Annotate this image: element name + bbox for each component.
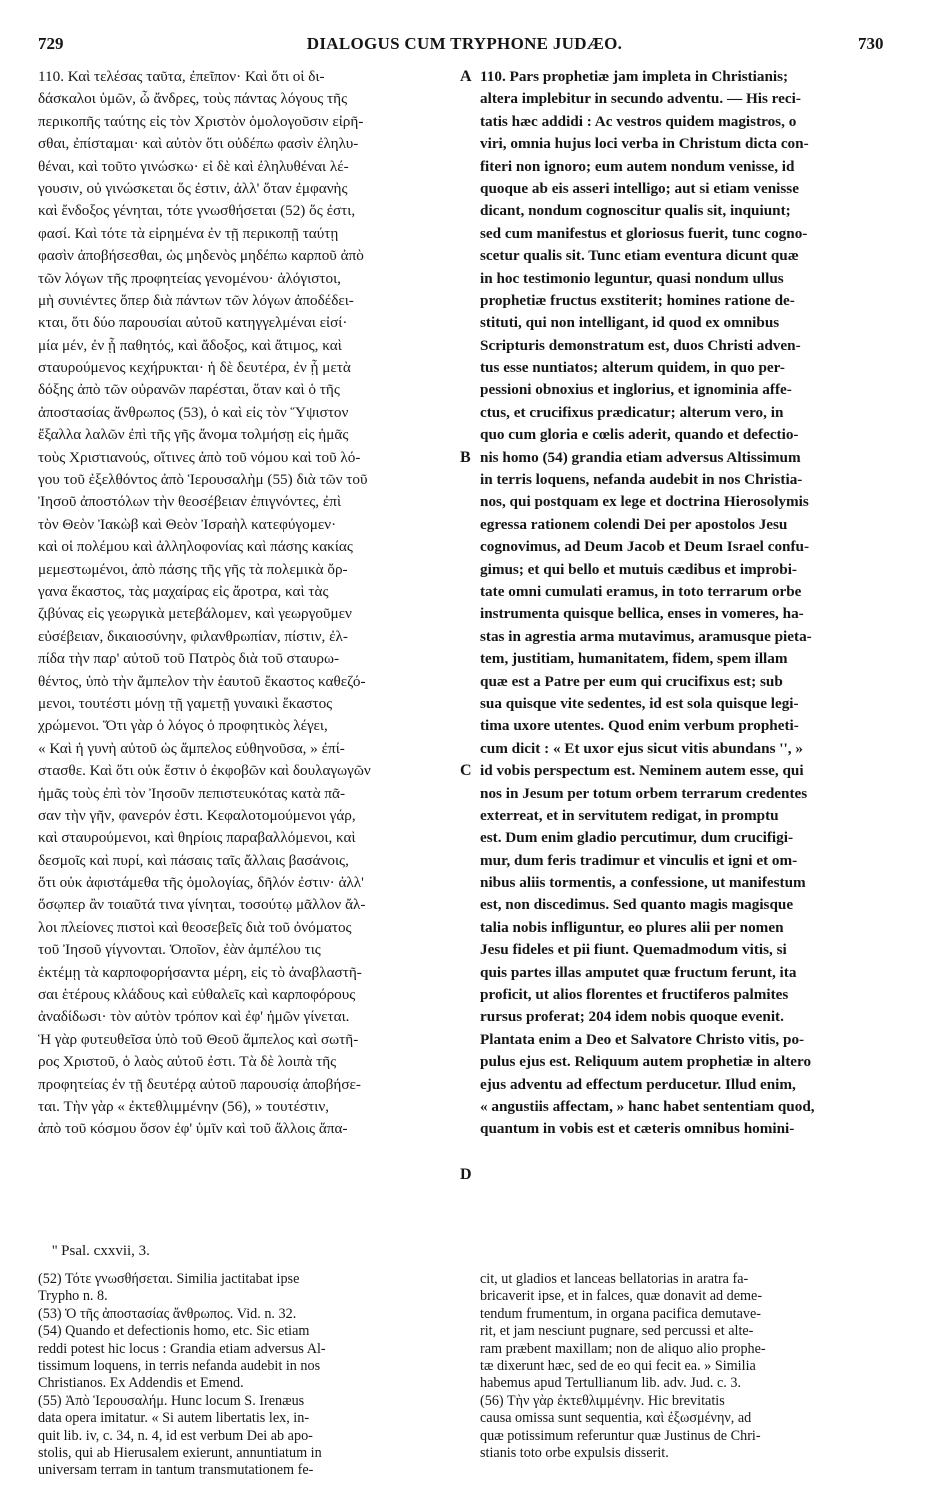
latin-text-line: tem, justitiam, humanitatem, fidem, spem illam — [480, 650, 788, 668]
latin-text-line: talia nobis infliguntur, eo plures alii per nomen — [480, 918, 784, 936]
latin-text-line: tate omni cumulati eramus, in toto terrarum orbe — [480, 582, 802, 600]
greek-text-line: δόξης ἀπὸ τῶν οὐρανῶν παρέσται, ὅταν καὶ ὁ τῆς — [38, 381, 340, 399]
greek-text-line: τοὺς Χριστιανούς, οἵτινες ἀπὸ τοῦ νόμου καὶ τοῦ λό- — [38, 448, 361, 466]
footnote-line: Christianos. Ex Addendis et Emend. — [38, 1375, 244, 1392]
greek-text-line: γου τοῦ ἐξελθόντος ἀπὸ Ἱερουσαλὴμ (55) διὰ τῶν τοῦ — [38, 471, 368, 489]
latin-text-line: instrumenta quisque bellica, enses in vomeres, ha- — [480, 605, 804, 623]
greek-text-line: ἀπὸ τοῦ κόσμου ὅσον ἐφ' ὑμῖν καὶ τοῦ ἄλλοις ἅπα- — [38, 1120, 348, 1138]
latin-text-line: exterreat, et in servitutem redigat, in promptu — [480, 806, 779, 824]
latin-text-line: cum dicit : « Et uxor ejus sicut vitis abundans '', » — [480, 739, 803, 757]
footnote-line: quæ potissimum referuntur quæ Justinus de Chri- — [480, 1427, 761, 1444]
page-number-left: 729 — [38, 34, 64, 53]
greek-text-line: θέναι, καὶ τοῦτο γινώσκω· εἰ δὲ καὶ ἐληλυθέναι λέ- — [38, 157, 349, 175]
greek-text-line: ὅσῳπερ ἂν τοιαῦτά τινα γίνηται, τοσούτῳ μᾶλλον ἄλ- — [38, 896, 366, 914]
latin-text-line: mur, dum feris tradimur et vinculis et igni et om- — [480, 851, 798, 869]
latin-text-line: stituti, qui non intelligant, id quod ex omnibus — [480, 314, 780, 332]
latin-text-line: id vobis perspectum est. Neminem autem esse, qui — [480, 762, 804, 780]
footnote-line: tendum frumentum, in organa pacifica demutave- — [480, 1305, 762, 1322]
greek-text-line: ἔξαλλα λαλῶν ἐπὶ τῆς γῆς ἄνομα τολμήσῃ εἰς ἡμᾶς — [38, 426, 349, 444]
greek-text-line: εὐσέβειαν, δικαιοσύνην, φιλανθρωπίαν, πίστιν, ἐλ- — [38, 627, 348, 645]
greek-text-line: προφητείας ἐν τῇ δευτέρᾳ αὐτοῦ παρουσίᾳ ἀποβήσε- — [38, 1075, 361, 1093]
latin-text-line: nos, qui postquam ex lege et doctrina Hierosolymis — [480, 493, 809, 511]
greek-text-line: 110. Καὶ τελέσας ταῦτα, ἐπεῖπον· Καὶ ὅτι οἱ δι- — [38, 68, 325, 85]
latin-text-line: nis homo (54) grandia etiam adversus Altissimum — [480, 448, 801, 466]
latin-text-line: proficit, ut alios florentes et fructiferos palmites — [480, 986, 789, 1004]
latin-text-line: quoque ab eis asseri intelligo; aut si etiam venisse — [480, 179, 799, 197]
footnote-line: Trypho n. 8. — [38, 1288, 108, 1305]
latin-text-line: nibus aliis tormentis, a confessione, ut manifestum — [480, 874, 806, 892]
greek-text-line: μενοι, τουτέστι μόνῃ τῇ γαμετῇ γυναικὶ ἕκαστος — [38, 694, 333, 712]
latin-text-line: Scripturis demonstratum est, duos Christi adven- — [480, 336, 801, 354]
greek-text-line: γουσιν, οὐ γινώσκεται ὅς ἐστιν, ἀλλ' ὅταν ἐμφανὴς — [38, 179, 348, 197]
footnote-line: quit lib. iv, c. 34, n. 4, id est verbum Dei ab apo- — [38, 1427, 313, 1444]
greek-text-line: σθαι, ἐπίσταμαι· καὶ αὐτὸν ὅτι οὐδέπω φασὶν ἐληλυ- — [38, 135, 359, 153]
latin-text-line: cognovimus, ad Deum Jacob et Deum Israel confu- — [480, 538, 810, 556]
footnote-line: universam terram in tantum transmutationem fe- — [38, 1462, 314, 1479]
footnote-line: rit, et jam nesciunt pugnare, sed percussi et alte- — [480, 1323, 754, 1340]
greek-text-line: τὸν Θεὸν Ἰακὼβ καὶ Θεὸν Ἰσραὴλ κατεφύγομεν· — [38, 515, 337, 533]
latin-text-line: quo cum gloria e cœlis aderit, quando et defectio- — [480, 426, 799, 444]
footnotes-right-column — [480, 1271, 900, 1462]
latin-text-line: pulus ejus est. Reliquum autem prophetiæ in altero — [480, 1053, 812, 1071]
greek-text-line: πίδα τὴν παρ' αὐτοῦ τοῦ Πατρὸς διὰ τοῦ σταυρω- — [38, 650, 340, 668]
latin-text-line: Plantata enim a Deo et Salvatore Christo vitis, po- — [480, 1030, 805, 1048]
greek-text-line: Ἰησοῦ ἀποστόλων τὴν θεοσέβειαν ἐπιγνόντες, ἐπὶ — [38, 493, 342, 511]
greek-text-line: θέντος, ὑπὸ τὴν ἄμπελον τὴν ἑαυτοῦ ἕκαστος καθεζό- — [38, 672, 366, 690]
greek-text-line: ἡμᾶς τοὺς ἐπὶ τὸν Ἰησοῦν πεπιστευκότας κατὰ πᾶ- — [38, 784, 346, 802]
greek-text-line: ζιβύνας εἰς γεωργικὰ μετεβάλομεν, καὶ γεωργοῦμεν — [38, 605, 352, 623]
greek-text-line: φασί. Καὶ τότε τὰ εἰρημένα ἐν τῇ περικοπῇ ταύτῃ — [38, 224, 339, 242]
greek-text-line: χρώμενοι. Ὅτι γὰρ ὁ λόγος ὁ προφητικὸς λέγει, — [38, 717, 328, 735]
footnote-line: stolis, qui ab Hierusalem exierunt, annuntiatum in — [38, 1444, 322, 1461]
latin-text-line: « angustiis affectam, » hanc habet sententiam quod, — [480, 1097, 815, 1115]
greek-text-line: δάσκαλοι ὑμῶν, ὦ ἄνδρες, τοὺς πάντας λόγους τῆς — [38, 90, 348, 108]
greek-text-line: ἐκτέμῃ τὰ καρποφορήσαντα μέρη, εἰς τὸ ἀναβλαστῆ- — [38, 963, 362, 981]
greek-text-line: καὶ οἱ πολέμου καὶ ἀλληλοφονίας καὶ πάσης κακίας — [38, 538, 353, 556]
greek-text-line: περικοπῆς ταύτης εἰς τὸν Χριστὸν ὁμολογοῦσιν εἰρῆ- — [38, 112, 364, 130]
latin-text-line: quis partes illas amputet quæ fructum ferunt, ita — [480, 963, 797, 981]
footnotes-left-column — [38, 1271, 458, 1480]
latin-text-line: ctus, et crucifixus prædicatur; alterum vero, in — [480, 403, 784, 421]
greek-text-line: ἀποστασίας ἄνθρωπος (53), ὁ καὶ εἰς τὸν Ὕψιστον — [38, 403, 349, 421]
greek-text-column — [38, 66, 456, 1141]
greek-text-line: σταυρούμενος κεχήρυκται· ἡ δὲ δευτέρα, ἐν ᾗ μετὰ — [38, 359, 351, 377]
greek-text-line: σαν τὴν γῆν, φανερόν ἐστι. Κεφαλοτομούμενοι γάρ, — [38, 806, 356, 824]
latin-text-line: est, non discedimus. Sed quanto magis magisque — [480, 896, 794, 914]
latin-text-line: tus esse nuntiatos; alterum quidem, in quo per- — [480, 359, 785, 377]
latin-text-line: dicant, nondum cognoscitur qualis sit, inquiunt; — [480, 202, 791, 220]
greek-text-line: ἀναδίδωσι· τὸν αὐτὸν τρόπον καὶ ἐφ' ἡμῶν γίνεται. — [38, 1008, 350, 1026]
footnote-line: tæ dixerunt hæc, sed de eo qui fecit ea. » Similia — [480, 1357, 756, 1374]
footnote-line: stianis toto orbe expulsis disserit. — [480, 1444, 669, 1461]
footnote-line: reddi potest hic locus : Grandia etiam adversus Al- — [38, 1340, 326, 1357]
latin-text-line: tima uxore utentes. Quod enim verbum propheti- — [480, 717, 799, 735]
column-marker: C — [460, 762, 472, 780]
greek-text-line: ρος Χριστοῦ, ὁ λαὸς αὐτοῦ ἐστι. Τὰ δὲ λοιπὰ τῆς — [38, 1053, 337, 1071]
latin-text-line: prophetiæ fructus exstiterit; homines ratione de- — [480, 291, 795, 309]
greek-text-line: δεσμοῖς καὶ πυρί, καὶ πάσαις ταῖς ἄλλαις βασάνοις, — [38, 851, 349, 869]
footnote-line: (55) Ἀπὸ Ἱερουσαλήμ. Hunc locum S. Irenæus — [38, 1392, 305, 1409]
greek-text-line: τοῦ Ἰησοῦ γίγνονται. Ὁποῖον, ἐὰν ἀμπέλου τις — [38, 941, 321, 959]
column-marker: B — [460, 448, 471, 466]
latin-text-line: est. Dum enim gladio percutimur, dum crucifigi- — [480, 829, 794, 847]
greek-text-line: στασθε. Καὶ ὅτι οὐκ ἔστιν ὁ ἐκφοβῶν καὶ δουλαγωγῶν — [38, 762, 371, 780]
latin-text-line: egressa rationem colendi Dei per apostolos Jesu — [480, 515, 788, 533]
footnote-line: causa omissa sunt sequentia, καὶ ἐξωσμένην, ad — [480, 1410, 752, 1427]
column-marker: A — [460, 68, 472, 85]
latin-text-line: scetur qualis sit. Tunc etiam eventura dicunt quæ — [480, 247, 799, 265]
greek-text-line: φασὶν ἀποβήσεσθαι, ὡς μηδενὸς μηδέπω καρποῦ ἀπὸ — [38, 247, 364, 265]
running-title: DIALOGUS CUM TRYPHONE JUDÆO. — [306, 34, 623, 53]
footnote-line: cit, ut gladios et lanceas bellatorias in aratra fa- — [480, 1271, 749, 1287]
footnote-line: (52) Τότε γνωσθήσεται. Similia jactitabat ipse — [38, 1271, 300, 1287]
greek-text-line: γανα ἕκαστος, τὰς μαχαίρας εἰς ἄροτρα, καὶ τὰς — [38, 582, 329, 600]
latin-text-line: tatis hæc addidi : Ac vestros quidem magistros, o — [480, 112, 797, 130]
latin-text-line: 110. Pars prophetiæ jam impleta in Christianis; — [480, 68, 789, 85]
footnote-line: habemus apud Tertullianum lib. adv. Jud. c. 3. — [480, 1375, 742, 1392]
latin-text-line: gimus; et qui bello et mutuis cædibus et improbi- — [480, 560, 797, 578]
column-marker: D — [460, 1165, 472, 1183]
latin-text-line: quantum in vobis est et cæteris omnibus homini- — [480, 1120, 795, 1138]
latin-text-line: Jesu fideles et pii fiunt. Quemadmodum vitis, si — [480, 941, 787, 959]
latin-text-line: in hoc testimonio leguntur, quasi nondum ullus — [480, 269, 784, 287]
greek-text-line: μία μέν, ἐν ᾗ παθητός, καὶ ἄδοξος, καὶ ἄτιμος, καὶ — [38, 336, 342, 354]
latin-text-line: pessioni obnoxius et inglorius, et ignominia affe- — [480, 381, 792, 399]
footnote-line: (54) Quando et defectionis homo, etc. Sic etiam — [38, 1323, 310, 1340]
latin-text-line: fiteri non ignoro; eum autem nondum venisse, id — [480, 157, 795, 175]
latin-text-column — [480, 66, 898, 1141]
latin-text-line: viri, omnia hujus loci verba in Christum dicta con- — [480, 135, 809, 153]
greek-text-line: « Καὶ ἡ γυνὴ αὐτοῦ ὡς ἄμπελος εὐθηνοῦσα, » ἐπί- — [38, 739, 345, 757]
latin-text-line: sed cum manifestus et gloriosus fuerit, tunc cogno- — [480, 224, 808, 242]
footnote-line: tissimum loquens, in terris nefanda audebit in nos — [38, 1357, 321, 1374]
latin-text-line: sua quisque vite sedentes, id est sola quisque legi- — [480, 694, 799, 712]
latin-text-line: ejus adventu ad effectum perducetur. Illud enim, — [480, 1075, 796, 1093]
greek-text-line: μὴ συνιέντες ὅπερ διὰ πάντων τῶν λόγων ἀποδέδει- — [38, 291, 354, 309]
latin-text-line: altera implebitur in secundo adventu. — His reci- — [480, 90, 801, 108]
footnote-line: (56) Τὴν γὰρ ἐκτεθλιμμένην. Hic brevitatis — [480, 1392, 725, 1409]
latin-text-line: stas in agrestia arma mutavimus, aramusque pieta- — [480, 627, 812, 645]
footnote-line: (53) Ὁ τῆς ἀποστασίας ἄνθρωπος. Vid. n. 32. — [38, 1305, 297, 1322]
footnote-line: ram præbent maxillam; non de aliquo alio prophe- — [480, 1340, 766, 1357]
greek-text-line: σαι ἑτέρους κλάδους καὶ εὐθαλεῖς καὶ καρποφόρους — [38, 986, 356, 1004]
scripture-reference-note: '' Psal. cxxvii, 3. — [52, 1243, 150, 1259]
greek-text-line: καὶ σταυρούμενοι, καὶ θηρίοις παραβαλλόμενοι, καὶ — [38, 829, 356, 847]
latin-text-line: quæ est a Patre per eum qui crucifixus est; sub — [480, 672, 783, 690]
page-number-right: 730 — [858, 34, 884, 53]
latin-text-line: in terris loquens, nefanda audebit in nos Christia- — [480, 471, 803, 489]
footnote-line: bricaverit ipse, et in falces, quæ donavit ad deme- — [480, 1288, 763, 1305]
latin-text-line: rursus proferat; 204 idem nobis quoque evenit. — [480, 1008, 784, 1026]
greek-text-line: καὶ ἔνδοξος γένηται, τότε γνωσθήσεται (52) ὅς ἐστι, — [38, 202, 356, 220]
greek-text-line: λοι πλείονες πιστοὶ καὶ θεοσεβεῖς διὰ τοῦ ὀνόματος — [38, 918, 352, 936]
footnote-line: data opera imitatur. « Si autem libertatis lex, in- — [38, 1410, 310, 1427]
greek-text-line: ται. Τὴν γὰρ « ἐκτεθλιμμένην (56), » τουτέστιν, — [38, 1097, 329, 1115]
greek-text-line: ὅτι οὐκ ἀφιστάμεθα τῆς ὁμολογίας, δῆλόν ἐστιν· ἀλλ' — [38, 874, 364, 892]
greek-text-line: τῶν λόγων τῆς προφητείας γενομένου· ἀλόγιστοι, — [38, 269, 341, 287]
greek-text-line: Ἡ γὰρ φυτευθεῖσα ὑπὸ τοῦ Θεοῦ ἄμπελος καὶ σωτῆ- — [38, 1030, 359, 1048]
latin-text-line: nos in Jesum per totum orbem terrarum credentes — [480, 784, 808, 802]
greek-text-line: μεμεστωμένοι, ἀπὸ πάσης τῆς γῆς τὰ πολεμικὰ ὄρ- — [38, 560, 348, 578]
greek-text-line: κται, ὅτι δύο παρουσίαι αὐτοῦ κατηγγελμέναι εἰσί· — [38, 314, 348, 332]
